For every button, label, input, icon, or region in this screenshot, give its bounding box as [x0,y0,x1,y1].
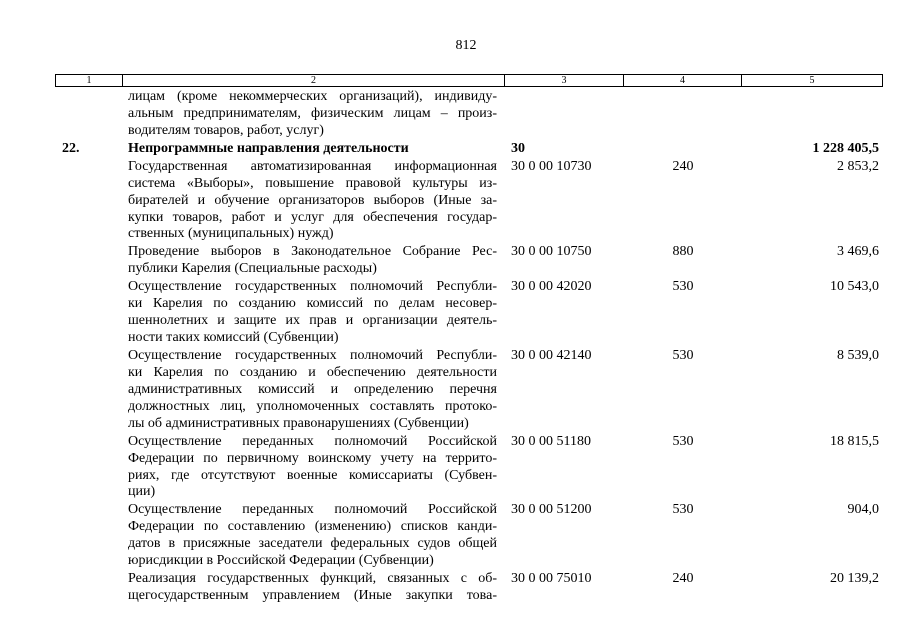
description-line: водителям товаров, работ, услуг) [128,122,324,138]
table-body [55,89,883,606]
description-line: ки Карелия по созданию и обеспечению деятельности [128,364,497,380]
description-line: купки товаров, работ и услуг для обеспечения государ- [128,209,497,225]
table-row-section [55,141,883,158]
row-number [55,571,123,605]
description-line: риях, где отсутствуют военные комиссариаты (Субвен- [128,467,497,483]
amount: 904,0 [847,502,879,518]
description-line: Осуществление государственных полномочий Республи- [128,279,497,295]
row-description [123,159,505,244]
expense-type [624,141,742,158]
row-description [123,141,505,158]
description-line: Государственная автоматизированная информационная [128,158,497,174]
table-row [55,434,883,502]
table-row [55,502,883,570]
description-line: должностных лиц, уполномоченных составлять протоко- [128,398,497,414]
classification-code: 30 0 00 10750 [511,244,592,260]
row-number [55,159,123,244]
description-line: административных комиссий и определению перечня [128,381,497,397]
description-line: альным предпринимателям, физическим лицам – произ- [128,105,497,121]
description-line: юрисдикции в Российской Федерации (Субвенции) [128,553,434,569]
table-row [55,159,883,244]
description-line: ственных (муниципальных) нужд) [128,226,334,242]
expense-type: 530 [672,502,694,518]
expense-type: 530 [672,433,694,449]
expense-type [624,89,742,140]
classification-code: 30 [511,140,525,156]
classification-code: 30 0 00 51180 [511,433,591,449]
classification-code [505,89,624,140]
row-number [55,89,123,140]
row-number: 22. [62,140,80,156]
row-number [55,244,123,278]
amount: 10 543,0 [830,279,879,295]
amount: 8 539,0 [837,348,879,364]
row-number [55,279,123,347]
description-line: Реализация государственных функций, связанных с об- [128,571,497,587]
row-description [123,571,505,605]
table-row [55,571,883,605]
description-line: шеннолетних и защите их прав и организации деятель- [128,313,497,329]
table-row [55,89,883,140]
header-col-3: 3 [505,75,624,86]
header-col-1: 1 [56,75,123,86]
row-description [123,434,505,502]
classification-code: 30 0 00 42020 [511,279,592,295]
amount: 20 139,2 [830,571,879,587]
description-line: лицам (кроме некоммерческих организаций), индивиду- [128,89,497,104]
table-row [55,279,883,347]
expense-type: 530 [672,348,694,364]
classification-code: 30 0 00 42140 [511,348,592,364]
description-line: датов в присяжные заседатели федеральных судов общей [128,536,497,552]
description-line: Проведение выборов в Законодательное Собрание Рес- [128,244,497,260]
expense-type: 880 [672,244,694,260]
description-line: лы об административных правонарушениях (Субвенции) [128,415,469,431]
amount: 3 469,6 [837,244,879,260]
description-line: Осуществление переданных полномочий Российской [128,502,497,518]
description-line: ности таких комиссий (Субвенции) [128,330,339,346]
classification-code: 30 0 00 51200 [511,502,592,518]
header-col-5: 5 [809,75,815,86]
classification-code: 30 0 00 75010 [511,571,592,587]
amount: 1 228 405,5 [812,140,879,156]
description-line: Осуществление государственных полномочий Республи- [128,348,497,364]
classification-code: 30 0 00 10730 [511,158,592,174]
row-description [123,244,505,278]
description-line: ки Карелия по созданию комиссий по делам несовер- [128,296,497,312]
expense-type: 240 [672,158,694,174]
row-description [123,279,505,347]
table-row [55,244,883,278]
description-line: Федерации по первичному воинскому учету на террито- [128,450,497,466]
expense-type: 240 [672,571,694,587]
description-line: система «Выборы», повышение правовой культуры из- [128,175,497,191]
row-description [123,502,505,570]
amount: 18 815,5 [830,433,879,449]
expense-type: 530 [672,279,694,295]
description-line: Осуществление переданных полномочий Российской [128,433,497,449]
description-line: ции) [128,484,156,500]
description-line: щегосударственным управлением (Иные закупки това- [128,588,497,604]
table-header [55,74,883,87]
description-line: публики Карелия (Специальные расходы) [128,261,377,277]
row-number [55,502,123,570]
amount: 2 853,2 [837,158,879,174]
row-description [123,348,505,433]
description-line: бирателей и обучение организаторов выборов (Иные за- [128,192,497,208]
header-col-4: 4 [624,75,742,86]
description-line: Непрограммные направления деятельности [128,140,409,156]
table-row [55,348,883,433]
row-number [55,434,123,502]
row-description [123,89,505,140]
header-col-2: 2 [123,75,505,86]
row-number [55,348,123,433]
description-line: Федерации по составлению (изменению) списков канди- [128,519,497,535]
page-number: 812 [455,38,477,53]
amount [742,89,883,140]
